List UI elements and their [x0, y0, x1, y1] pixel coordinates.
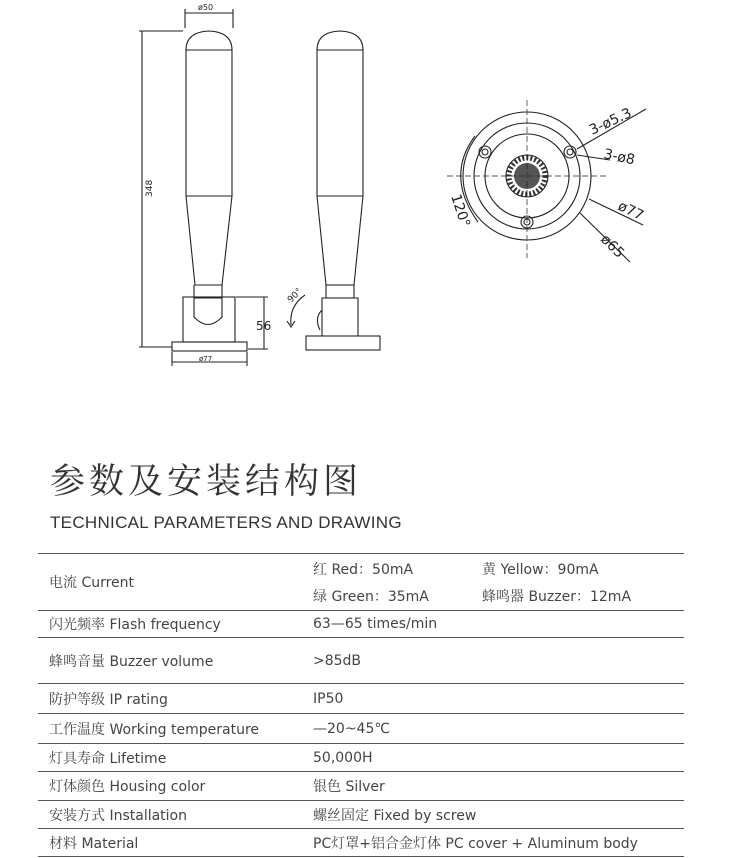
side-view — [287, 31, 380, 350]
spec-label: 安装方式 Installation — [38, 801, 307, 829]
spec-value: PC灯罩+铝合金灯体 PC cover + Aluminum body — [307, 829, 684, 857]
spec-row-lifetime — [38, 744, 684, 772]
dim-inner-diameter: ø65 — [597, 231, 628, 262]
spec-row-installation — [38, 801, 684, 829]
spec-label: 灯体颜色 Housing color — [38, 772, 307, 801]
spec-label: 材料 Material — [38, 829, 307, 857]
spec-row-buzzer-volume — [38, 638, 684, 684]
spec-row-current — [38, 554, 684, 611]
spec-label: 闪光频率 Flash frequency — [38, 611, 307, 638]
spec-label: 蜂鸣音量 Buzzer volume — [38, 638, 307, 684]
spec-value: 银色 Silver — [307, 772, 684, 801]
spec-label: 工作温度 Working temperature — [38, 714, 307, 744]
spec-row-temperature — [38, 714, 684, 744]
current-buzzer: 蜂鸣器 Buzzer：12mA — [482, 588, 632, 605]
dim-rotation: 90° — [286, 286, 305, 306]
spec-value: IP50 — [307, 684, 684, 714]
spec-row-flash — [38, 611, 684, 638]
current-green: 绿 Green：35mA — [313, 588, 429, 605]
section-subtitle: TECHNICAL PARAMETERS AND DRAWING — [50, 513, 402, 532]
current-yellow: 黄 Yellow：90mA — [482, 561, 599, 578]
current-line-2 — [313, 582, 684, 609]
spec-value: —20~45℃ — [307, 714, 684, 744]
spec-value: 螺丝固定 Fixed by screw — [307, 801, 684, 829]
dim-hole-large: 3-ø8 — [602, 146, 637, 169]
dim-base-diameter: ø77 — [199, 355, 213, 363]
current-red: 红 Red：50mA — [313, 561, 414, 578]
spec-label: 灯具寿命 Lifetime — [38, 744, 307, 772]
front-view — [139, 9, 268, 366]
dim-angle: 120° — [447, 192, 473, 230]
dim-hole-small: 3-ø5.3 — [586, 105, 635, 139]
spec-label: 防护等级 IP rating — [38, 684, 307, 714]
dim-height: 348 — [145, 179, 155, 197]
current-line-1 — [313, 555, 684, 582]
spec-value-current — [307, 554, 684, 611]
section-title: 参数及安装结构图 — [50, 462, 363, 502]
spec-row-ip — [38, 684, 684, 714]
technical-drawing — [0, 0, 751, 400]
dim-top-diameter: ø50 — [198, 3, 214, 12]
spec-value: 63—65 times/min — [307, 611, 684, 638]
spec-table — [38, 553, 684, 857]
spec-row-housing-color — [38, 772, 684, 801]
spec-value: >85dB — [307, 638, 684, 684]
spec-label: 电流 Current — [38, 554, 307, 611]
spec-row-material — [38, 829, 684, 857]
dim-base-height: 56 — [256, 319, 272, 333]
dim-outer-diameter: ø77 — [615, 198, 646, 225]
spec-value: 50,000H — [307, 744, 684, 772]
